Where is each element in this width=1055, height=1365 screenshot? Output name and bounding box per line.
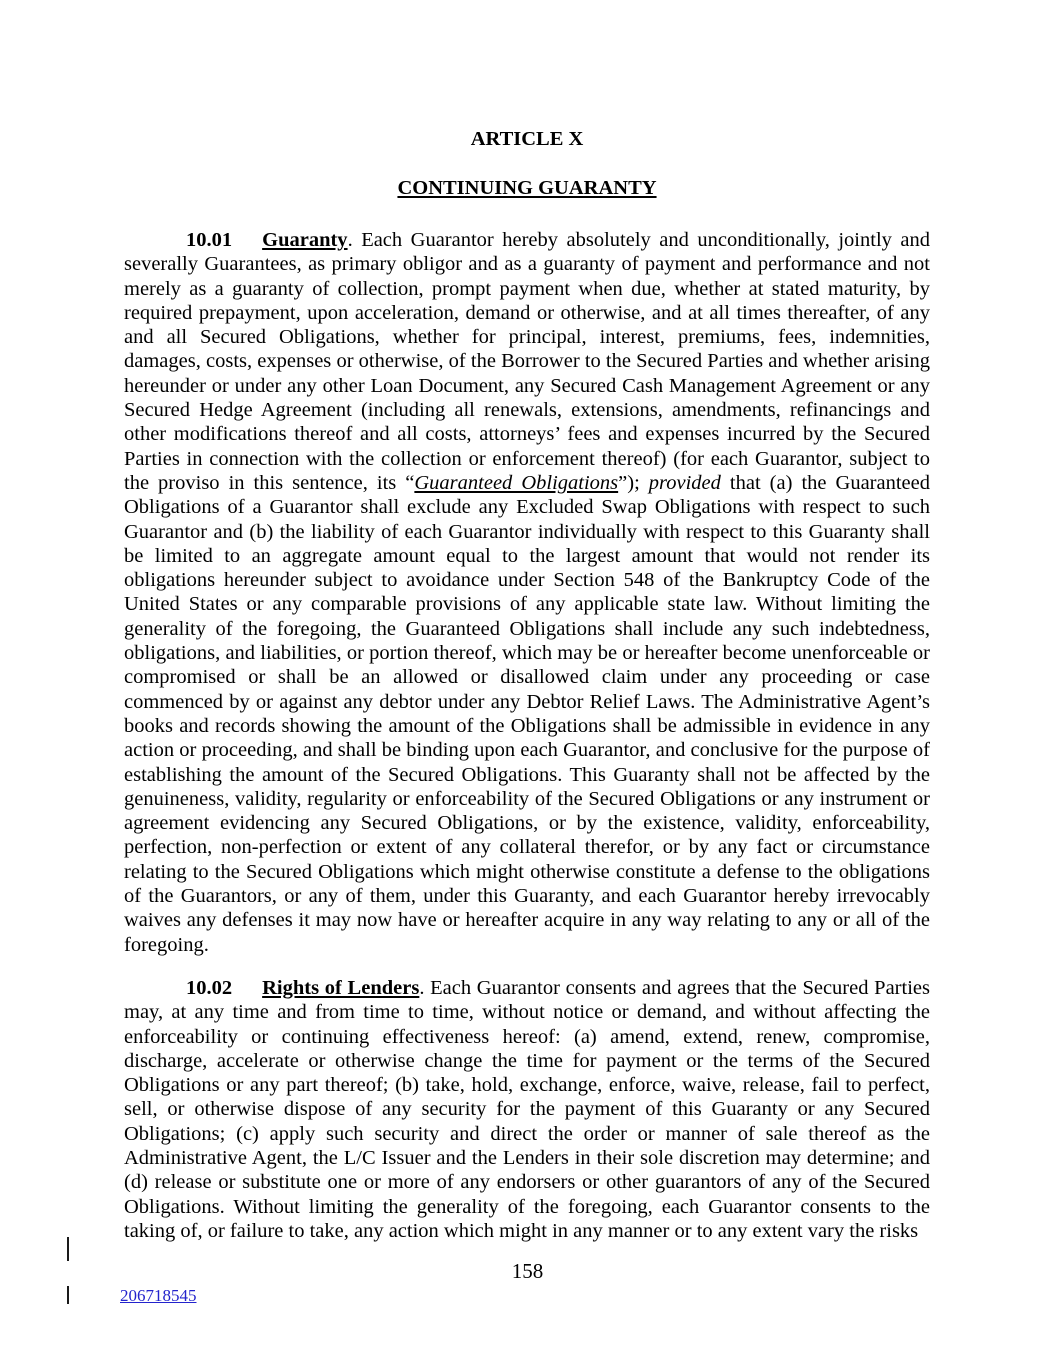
section-10-01-text: . Each Guarantor hereby absolutely and unconditionally, jointly and severally Guarantees, as primary obligor and as a guaranty of payment and performance and not merely as a guaranty of collection, prompt payment when due, whether at stated maturity, by required prepayment, upon acceleration, demand or otherwise, and at all times thereafter, of any and all Secured Obligations, whether for principal, interest, premiums, fees, indemnities, damages, costs, expenses or otherwise, of the Borrower to the Secured Parties and whether arising hereunder or under any other Loan Document, any Secured Cash Management Agreement or any Secured Hedge Agreement (including all renewals, extensions, amendments, refinancings and other modifications thereof and all costs, attorneys’ fees and expenses incurred by the Secured Parties in connection with the collection or enforcement thereof) (for each Guarantor, subject to the proviso in this sentence, its “ [124, 229, 930, 494]
section-10-01-text-remainder: that (a) the Guaranteed Obligations of a Guarantor shall exclude any Excluded Swap Obligations with respect to such Guarantor and (b) the liability of each Guarantor individually with respect to this Guaranty shall be limited to an aggregate amount equal to the largest amount that would not render its obligations hereunder subject to avoidance under Section 548 of the Bankruptcy Code of the United States or any comparable provisions of any applicable state law. Without limiting the generality of the foregoing, the Guaranteed Obligations shall include any such indebtedness, obligations, and liabilities, or portion thereof, which may be or hereafter become unenforceable or compromised or shall be an allowed or disallowed claim under any proceeding or case commenced by or against any debtor under any Debtor Relief Laws. The Administrative Agent’s books and records showing the amount of the Obligations shall be admissible in evidence in any action or proceeding, and shall be binding upon each Guarantor, and conclusive for the purpose of establishing the amount of the Secured Obligations. This Guaranty shall not be affected by the genuineness, validity, regularity or enforceability of the Secured Obligations or any instrument or agreement evidencing any Secured Obligations, or by the existence, validity, enforceability, perfection, non-perfection or extent of any collateral therefor, or by any fact or circumstance relating to the Secured Obligations which might otherwise constitute a defense to the obligations of the Guarantors, or any of them, under this Guaranty, and each Guarantor hereby irrevocably waives any defenses it may now have or hereafter acquire in any way relating to any or all of the foregoing. [124, 471, 930, 956]
document-title: CONTINUING GUARANTY [397, 177, 657, 199]
article-heading: ARTICLE X [470, 128, 584, 150]
section-10-01-paragraph [124, 228, 930, 957]
section-10-01-text-after-term: ”); [618, 471, 649, 494]
section-10-02-heading: Rights of Lenders [262, 976, 420, 999]
section-10-02-text: . Each Guarantor consents and agrees that the Secured Parties may, at any time and from time to time, without notice or demand, and without affecting the enforceability or continuing effectiveness hereof: (a) amend, extend, renew, compromise, discharge, accelerate or otherwise change the time for payment or the terms of the Secured Obligations or any part thereof; (b) take, hold, exchange, enforce, waive, release, fail to perfect, sell, or otherwise dispose of any security for the payment of this Guaranty or any Secured Obligations; (c) apply such security and direct the order or manner of sale thereof as the Administrative Agent, the L/C Issuer and the Lenders in their sole discretion may determine; and (d) release or substitute one or more of any endorsers or other guarantors of any of the Secured Obligations. Without limiting the generality of the foregoing, each Guarantor consents to the taking of, or failure to take, any action which might in any manner or to any extent vary the risks [124, 976, 930, 1242]
section-10-02-paragraph [124, 976, 930, 1243]
section-10-01-number: 10.01 [186, 229, 233, 251]
defined-term-guaranteed-obligations: Guaranteed Obligations [414, 471, 619, 494]
document-id-link[interactable]: 206718545 [120, 1286, 197, 1305]
document-title-wrap [124, 176, 930, 202]
document-body [124, 127, 930, 1262]
proviso-term: provided [648, 471, 721, 494]
section-10-02-number: 10.02 [186, 976, 233, 999]
section-10-01-heading: Guaranty [262, 229, 348, 251]
page-number: 158 [511, 1259, 544, 1283]
revision-change-bar [67, 1286, 69, 1304]
